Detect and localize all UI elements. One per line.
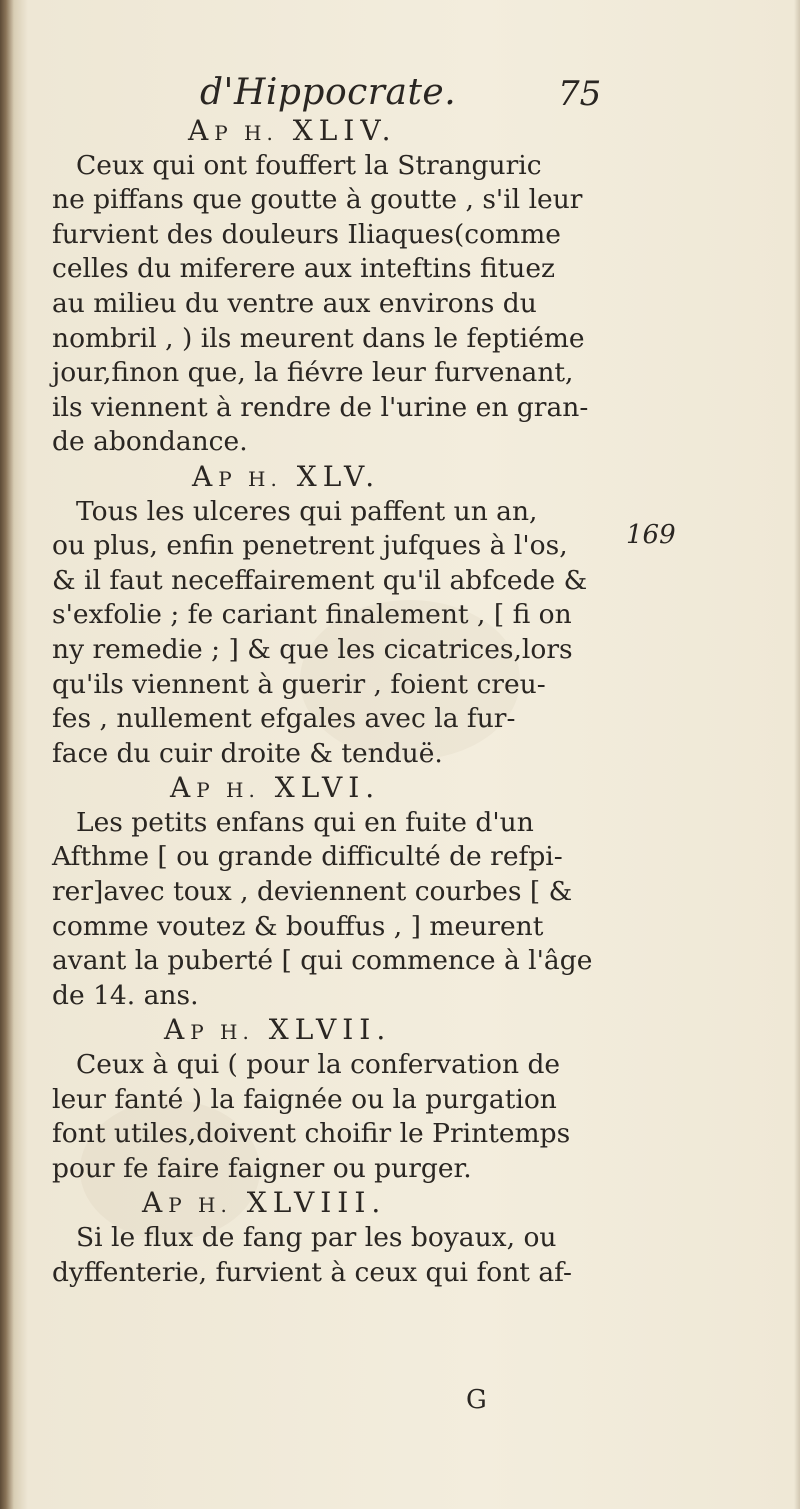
- page-edge-shadow: [794, 0, 800, 1509]
- page-body: [52, 114, 622, 1290]
- text-line: ne piffans que goutte à goutte , s'il leur: [52, 184, 583, 216]
- text-line: fes , nullement efgales avec la fur-: [52, 703, 516, 735]
- text-line: avant la puberté [ qui commence à l'âge: [52, 945, 593, 977]
- text-line: au milieu du ventre aux environs du: [52, 287, 537, 319]
- margin-note: 169: [626, 520, 676, 550]
- text-line: dyffenterie, furvient à ceux qui font af-: [52, 1256, 572, 1288]
- text-line: Ceux qui ont fouffert la Stranguric: [76, 149, 542, 181]
- text-line: pour fe faire faigner ou purger.: [52, 1152, 472, 1184]
- page-number: 75: [558, 74, 602, 114]
- text-line: ou plus, enfin penetrent jufques à l'os,: [52, 530, 568, 562]
- text-line: celles du miferere aux inteftins fituez: [52, 253, 556, 285]
- text-line: Tous les ulceres qui paffent un an,: [76, 495, 538, 527]
- text-line: nombril , ) ils meurent dans le feptiéme: [52, 322, 585, 354]
- aphorism-heading: AP H. XLVII.: [164, 1013, 392, 1047]
- text-line: de 14. ans.: [52, 979, 199, 1011]
- aphorism-heading: AP H. XLV.: [192, 459, 381, 493]
- text-line: leur fanté ) la faignée ou la purgation: [52, 1083, 557, 1115]
- text-line: de abondance.: [52, 426, 248, 458]
- aphorism-heading: AP H. XLIV.: [188, 114, 397, 147]
- text-line: jour,finon que, la fiévre leur furvenant,: [52, 357, 574, 389]
- text-line: face du cuir droite & tenduë.: [52, 737, 443, 769]
- text-line: qu'ils viennent à guerir , foient creu-: [52, 668, 546, 700]
- text-line: Afthme [ ou grande difficulté de refpi-: [52, 841, 563, 873]
- page-header: [0, 72, 800, 112]
- text-line: furvient des douleurs Iliaques(comme: [52, 218, 561, 250]
- aphorism-heading: AP H. XLVIII.: [142, 1186, 387, 1220]
- text-line: Si le flux de fang par les boyaux, ou: [76, 1222, 557, 1253]
- running-title: d'Hippocrate.: [200, 72, 457, 113]
- text-line: Les petits enfans qui en fuite d'un: [76, 806, 534, 838]
- text-line: s'exfolie ; fe cariant finalement , [ fi on: [52, 599, 572, 631]
- text-line: ny remedie ; ] & que les cicatrices,lors: [52, 633, 573, 665]
- aphorism-heading: AP H. XLVI.: [170, 771, 381, 805]
- text-line: rer]avec toux , deviennent courbes [ &: [52, 876, 573, 908]
- text-line: comme voutez & bouffus , ] meurent: [52, 910, 544, 942]
- text-line: font utiles,doivent choifir le Printemps: [52, 1118, 571, 1150]
- text-line: Ceux à qui ( pour la confervation de: [76, 1049, 561, 1081]
- signature-mark: G: [466, 1385, 487, 1415]
- text-line: ils viennent à rendre de l'urine en gran-: [52, 391, 589, 423]
- text-line: & il faut neceffairement qu'il abfcede &: [52, 564, 588, 596]
